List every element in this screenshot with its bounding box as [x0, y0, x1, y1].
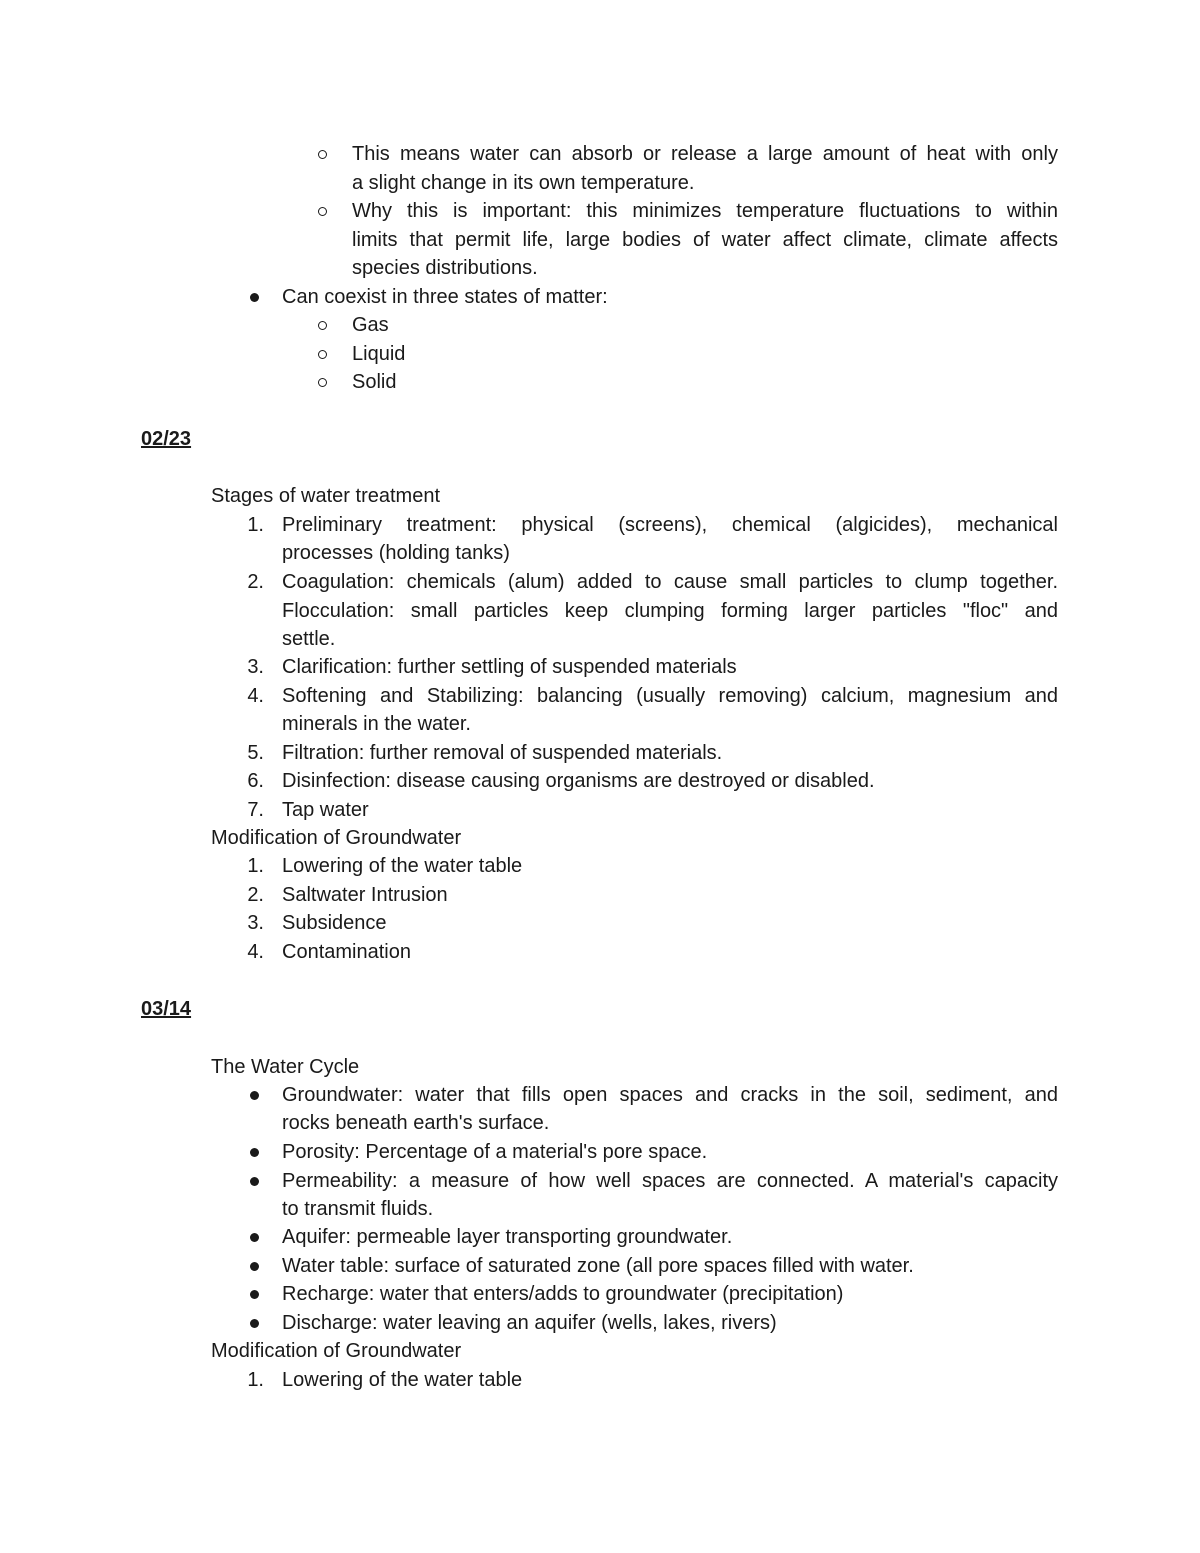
disc-bullet-icon — [250, 293, 259, 302]
state-item: Gas — [352, 314, 389, 336]
list-text: Clarification: further settling of suspended materials — [282, 656, 737, 678]
list-text: Disinfection: disease causing organisms are destroyed or disabled. — [282, 770, 875, 792]
list-text: settle. — [282, 628, 336, 650]
disc-bullet-icon — [250, 1290, 259, 1299]
section-subtitle: Modification of Groundwater — [211, 827, 462, 849]
bullet-text: Can coexist in three states of matter: — [282, 286, 608, 308]
section-subtitle: Modification of Groundwater — [211, 1340, 462, 1362]
list-number: 3. — [247, 656, 264, 678]
sub-bullet-text: limits that permit life, large bodies of water affect climate, climate affects — [352, 229, 1058, 251]
list-number: 6. — [247, 770, 264, 792]
bullet-text: Recharge: water that enters/adds to groundwater (precipitation) — [282, 1283, 844, 1305]
state-item: Liquid — [352, 343, 406, 365]
bullet-text: Water table: surface of saturated zone (all pore spaces filled with water. — [282, 1255, 914, 1277]
hollow-bullet-icon — [318, 207, 327, 216]
list-text: Saltwater Intrusion — [282, 884, 448, 906]
sub-bullet-text: a slight change in its own temperature. — [352, 172, 695, 194]
list-number: 4. — [247, 685, 264, 707]
hollow-bullet-icon — [318, 350, 327, 359]
disc-bullet-icon — [250, 1319, 259, 1328]
disc-bullet-icon — [250, 1177, 259, 1186]
sub-bullet-text: This means water can absorb or release a large amount of heat with only — [352, 143, 1058, 165]
list-number: 3. — [247, 912, 264, 934]
bullet-text: to transmit fluids. — [282, 1198, 434, 1220]
list-number: 5. — [247, 742, 264, 764]
disc-bullet-icon — [250, 1233, 259, 1242]
list-text: Flocculation: small particles keep clumping forming larger particles "floc" and — [282, 600, 1058, 622]
bullet-text: Permeability: a measure of how well spaces are connected. A material's capacity — [282, 1170, 1058, 1192]
hollow-bullet-icon — [318, 378, 327, 387]
bullet-text: rocks beneath earth's surface. — [282, 1112, 550, 1134]
list-number: 1. — [247, 1369, 264, 1391]
list-text: Subsidence — [282, 912, 387, 934]
date-heading: 03/14 — [141, 998, 192, 1020]
section-title: Stages of water treatment — [211, 485, 441, 507]
date-heading: 02/23 — [141, 428, 192, 450]
list-text: Filtration: further removal of suspended materials. — [282, 742, 723, 764]
list-text: Tap water — [282, 799, 369, 821]
bullet-text: Groundwater: water that fills open spaces and cracks in the soil, sediment, and — [282, 1084, 1058, 1106]
list-number: 7. — [247, 799, 264, 821]
list-text: Preliminary treatment: physical (screens), chemical (algicides), mechanical — [282, 514, 1058, 536]
bullet-text: Porosity: Percentage of a material's pore space. — [282, 1141, 708, 1163]
list-text: minerals in the water. — [282, 713, 471, 735]
section-title: The Water Cycle — [211, 1056, 360, 1078]
hollow-bullet-icon — [318, 150, 327, 159]
list-text: processes (holding tanks) — [282, 542, 510, 564]
list-number: 2. — [247, 571, 264, 593]
bullet-text: Aquifer: permeable layer transporting groundwater. — [282, 1226, 733, 1248]
hollow-bullet-icon — [318, 321, 327, 330]
list-number: 4. — [247, 941, 264, 963]
list-text: Softening and Stabilizing: balancing (usually removing) calcium, magnesium and — [282, 685, 1058, 707]
disc-bullet-icon — [250, 1262, 259, 1271]
sub-bullet-text: Why this is important: this minimizes temperature fluctuations to within — [352, 200, 1058, 222]
list-text: Coagulation: chemicals (alum) added to cause small particles to clump together. — [282, 571, 1058, 593]
list-text: Lowering of the water table — [282, 1369, 523, 1391]
list-text: Contamination — [282, 941, 411, 963]
disc-bullet-icon — [250, 1091, 259, 1100]
bullet-text: Discharge: water leaving an aquifer (wells, lakes, rivers) — [282, 1312, 777, 1334]
list-number: 2. — [247, 884, 264, 906]
state-item: Solid — [352, 371, 397, 393]
list-number: 1. — [247, 514, 264, 536]
list-text: Lowering of the water table — [282, 855, 523, 877]
sub-bullet-text: species distributions. — [352, 257, 538, 279]
disc-bullet-icon — [250, 1148, 259, 1157]
list-number: 1. — [247, 855, 264, 877]
